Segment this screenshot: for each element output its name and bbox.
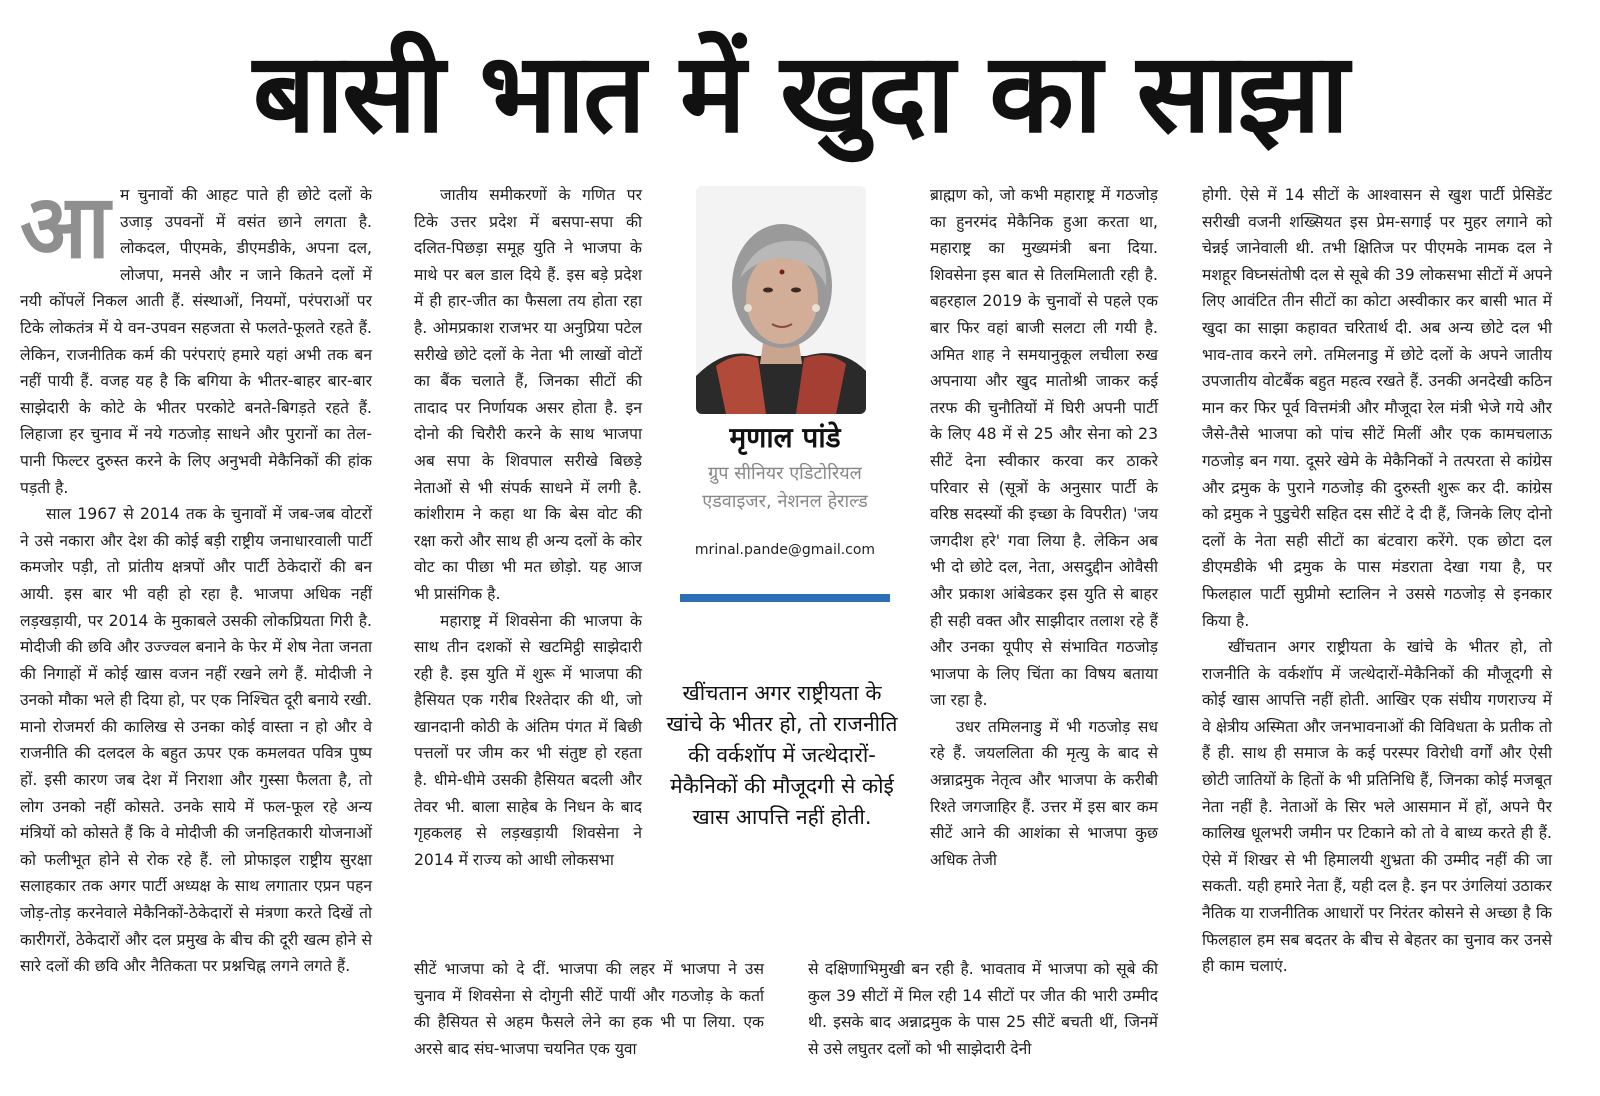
- author-designation: ग्रुप सीनियर एडिटोरियल एडवाइजर, नेशनल हेराल्ड: [702, 463, 868, 512]
- author-name: मृणाल पांडे: [729, 421, 841, 454]
- author-email: mrinal.pande@gmail.com: [694, 542, 876, 558]
- col1-paragraph-1: म चुनावों की आहट पाते ही छोटे दलों के उजाड़ उपवनों में वसंत छाने लगता है. लोकदल, पीएमके, डीएमडीके, अपना दल, लोजपा, मनसे और न जाने कितने दलों में नयी कोंपलें निकल आती हैं. संस्थाओं, नियमों, परंपराओं पर टिके लोकतंत्र में ये वन-उपवन सहजता से फलते-फूलते रहते हैं. लेकिन, राजनीतिक कर्म की परंपराएं हमारे यहां अभी तक बन नहीं पायी हैं. वजह यह है कि बगिया के भीतर-बाहर बार-बार साझेदारी के कोटे के भीतर परकोटे बनते-बिगड़ते रहते हैं. लिहाजा हर चुनाव में नये गठजोड़ साधने और पुरानों का तेल-पानी फिल्टर दुरुस्त करने के लिए अनुभवी मेकैनिकों की हांक पड़ती है.: [20, 186, 372, 497]
- author-portrait-image: [696, 186, 866, 414]
- col3-paragraph-1: ब्राह्मण को, जो कभी महाराष्ट्र में गठजोड़ का हुनरमंद मेकैनिक हुआ करता था, महाराष्ट्र का मुख्यमंत्री बना दिया. शिवसेना इस बात से तिलमिलाती रही है. बहरहाल 2019 के चुनावों से पहले एक बार फिर वहां बाजी सलटा ली गयी है. अमित शाह ने समयानुकूल लचीला रुख अपनाया और खुद मातोश्री जाकर कई तरफ की चुनौतियों में घिरी अपनी पार्टी के लिए 48 में से 25 और सेना को 23 सीटें देना स्वीकार करवा कर ठाकरे परिवार से (सूत्रों के अनुसार पार्टी के वरिष्ठ सदस्यों की इच्छा के विपरीत) 'जय जगदीश हरे' गवा लिया है. लेकिन अब भी दो छोटे दल, नेता, असदुद्दीन ओवैसी और प्रकाश आंबेडकर इस युति से बाहर ही सही वक्त और साझीदार तलाश रहे हैं और उनका यूपीए से संभावित गठजोड़ भाजपा के लिए चिंता का विषय बताया जा रहा है.: [930, 186, 1158, 710]
- col4-paragraph-1: होगी. ऐसे में 14 सीटों के आश्वासन से खुश पार्टी प्रेसिडेंट सरीखी वजनी शख्सियत इस प्रेम-सगाई पर मुहर लगाने को चेन्नई जानेवाली थी. तभी क्षितिज पर पीएमके नामक दल ने मशहूर विघ्नसंतोषी दल से सूबे की 39 लोकसभा सीटों में अपने लिए आवंटित तीन सीटों का कोटा अस्वीकार कर बासी भात में खुदा का साझा कहावत चरितार्थ दी. अब अन्य छोटे दल भी भाव-ताव करने लगे. तमिलनाडु में छोटे दलों के अपने जातीय उपजातीय वोटबैंक बहुत महत्व रखते हैं. उनकी अनदेखी कठिन मान कर फिर पूर्व वित्तमंत्री और मौजूदा रेल मंत्री भेजे गये और जैसे-तैसे भाजपा को पांच सीटें मिलीं और एक कामचलाऊ गठजोड़ बन गया. दूसरे खेमे के मेकैनिकों ने तत्परता से कांग्रेस और द्रमुक के पुराने गठजोड़ की दुरुस्ती शुरू कर दी. कांग्रेस को द्रमुक ने पुडुचेरी सहित दस सीटें दे दी हैं, जिनके लिए दोनो दलों के नेता सही सीटों का बंटवारा करेंगे. एक छोटा दल डीएमडीके भी द्रमुक के पास मंडराता देखा गया है, पर फिलहाल पार्टी सुप्रीमो स्टालिन ने उससे गठजोड़ से इनकार किया है.: [1202, 186, 1552, 630]
- column-4: [1202, 182, 1552, 1066]
- column-3-continuation: [808, 956, 1158, 1062]
- col2-bottom-text: सीटें भाजपा को दे दीं. भाजपा की लहर में भाजपा ने उस चुनाव में शिवसेना से दोगुनी सीटें पायीं और गठजोड़ के कर्ता की हैसियत से अहम फैसले लेने का हक भी पा लिया. एक अरसे बाद संघ-भाजपा चयनित एक युवा: [414, 960, 764, 1058]
- article-headline: बासी भात में खुदा का साझा: [252, 29, 1348, 157]
- col3-bottom-text: से दक्षिणाभिमुखी बन रही है. भावताव में भाजपा को सूबे की कुल 39 सीटों में मिल रही 14 सीटों पर जीत की भारी उम्मीद थी. इसके बाद अन्नाद्रमुक के पास 25 सीटें बचती थीं, जिनमें से उसे लघुतर दलों को भी साझेदारी देनी: [808, 960, 1158, 1058]
- column-2: [414, 182, 642, 954]
- author-divider: [680, 594, 890, 602]
- pull-quote: खींचतान अगर राष्ट्रीयता के खांचे के भीतर हो, तो राजनीति की वर्कशॉप में जत्थेदारों-मेकैनिकों की मौजूदगी से कोई खास आपत्ति नहीं होती.: [666, 681, 898, 829]
- column-1: [20, 175, 373, 1066]
- col4-paragraph-2: खींचतान अगर राष्ट्रीयता के खांचे के भीतर हो, तो राजनीति के वर्कशॉप में जत्थेदारों-मेकैनिकों की मौजूदगी से कोई खास आपत्ति नहीं होती. आखिर एक संघीय गणराज्य में वे क्षेत्रीय अस्मिता और जनभावनाओं की विविधता के प्रतीक तो हैं ही. साथ ही समाज के कई परस्पर विरोधी वर्गों और ऐसी छोटी जातियों के हितों के भी प्रतिनिधि हैं, जिनका कोई मजबूत नेता नहीं है. नेताओं के सिर भले आसमान में हों, अपने पैर कालिख धूलभरी जमीन पर टिकाने को तो वे बाध्य करते ही हैं. ऐसे में शिखर से भी हिमालयी शुभ्रता की उम्मीद नहीं की जा सकती. यही हमारे नेता हैं, यही दल है. इन पर उंगलियां उठाकर नैतिक या राजनीतिक आधारों पर निरंतर कोसने से अच्छा है कि फिलहाल हम सब बदतर के बीच से बेहतर का चुनाव कर उनसे ही काम चलाएं.: [1202, 638, 1552, 976]
- column-3: [930, 182, 1158, 954]
- col2-paragraph-2: महाराष्ट्र में शिवसेना की भाजपा के साथ तीन दशकों से खटमिट्ठी साझेदारी रही है. इस युति में शुरू में भाजपा की हैसियत एक गरीब रिश्तेदार की थी, जो खानदानी कोठी के अंतिम पंगत में बिछी पत्तलों पर जीम कर भी संतुष्ट हो रहता है. धीमे-धीमे उसकी हैसियत बदली और तेवर भी. बाला साहेब के निधन के बाद गृहकलह से लड़खड़ायी शिवसेना ने 2014 में राज्य को आधी लोकसभा: [414, 611, 642, 869]
- col1-paragraph-2: साल 1967 से 2014 तक के चुनावों में जब-जब वोटरों ने उसे नकारा और देश की कोई बड़ी राष्ट्रीय जनाधारवाली पार्टी कमजोर पड़ी, तो प्रांतीय क्षत्रपों और पार्टी ठेकेदारों की बन आयी. इस बार भी वही हो रहा है. भाजपा अधिक नहीं लड़खड़ायी, पर 2014 के मुकाबले उसकी लोकप्रियता गिरी है. मोदीजी की छवि और उज्ज्वल बनाने के फेर में शेष नेता जनता की निगाहों में कोई खास वजन नहीं रखने लगे हैं. मोदीजी ने उनको मौका भले ही दिया हो, पर एक निश्चित दूरी बनाये रखी. मानो रोजमर्रा की कालिख से उनका कोई वास्ता न हो और वे राजनीति की दलदल के बहुत ऊपर एक कमलवत पवित्र पुष्प हों. इसी कारण जब देश में निराशा और गुस्सा फैलता है, तो लोग उनको नहीं कोसते. उनके साये में फल-फूल रहे अन्य मंत्रियों को कोसते हैं कि वे मोदीजी की जनहितकारी योजनाओं को फलीभूत होने से रोक रहे हैं. लो प्रोफाइल राष्ट्रीय सुरक्षा सलाहकार तक अगर पार्टी अध्यक्ष के साथ लगातार एप्रन पहन जोड़-तोड़ करनेवाले मेकैनिकों-ठेकेदारों से मंत्रणा करते दिखें तो कारीगरों, ठेकेदारों और दल प्रमुख के बीच की दूरी खत्म होने से सारे दलों की छवि और नैतिकता पर प्रश्नचिह्न लगने लगते हैं.: [20, 505, 373, 976]
- drop-cap: आ: [20, 175, 110, 278]
- col2-paragraph-1: जातीय समीकरणों के गणित पर टिके उत्तर प्रदेश में बसपा-सपा की दलित-पिछड़ा समूह युति ने भाजपा के माथे पर बल डाल दिये हैं. इस बड़े प्रदेश में ही हार-जीत का फैसला तय होता रहा है. ओमप्रकाश राजभर या अनुप्रिया पटेल सरीखे छोटे दलों के नेता भी लाखों वोटों का बैंक चलाते हैं, जिनका सीटों की तादाद पर निर्णायक असर होता है. इन दोनो की चिरौरी करने के साथ भाजपा अब सपा के शिवपाल सरीखे बिछड़े नेताओं से भी संपर्क साधने में लगी है. कांशीराम ने कहा था कि बेस वोट की रक्षा करो और साथ ही अन्य दलों के कोर वोट का पीछा भी मत छोड़ो. यह आज भी प्रासंगिक है.: [414, 186, 642, 603]
- column-2-continuation: [414, 956, 764, 1062]
- author-photo: [696, 186, 866, 414]
- col3-paragraph-2: उधर तमिलनाडु में भी गठजोड़ सध रहे हैं. जयललिता की मृत्यु के बाद से अन्नाद्रमुक नेतृत्व और भाजपा के करीबी रिश्ते जगजाहिर हैं. उत्तर में इस बार कम सीटें आने की आशंका से भाजपा कुछ अधिक तेजी: [930, 717, 1158, 869]
